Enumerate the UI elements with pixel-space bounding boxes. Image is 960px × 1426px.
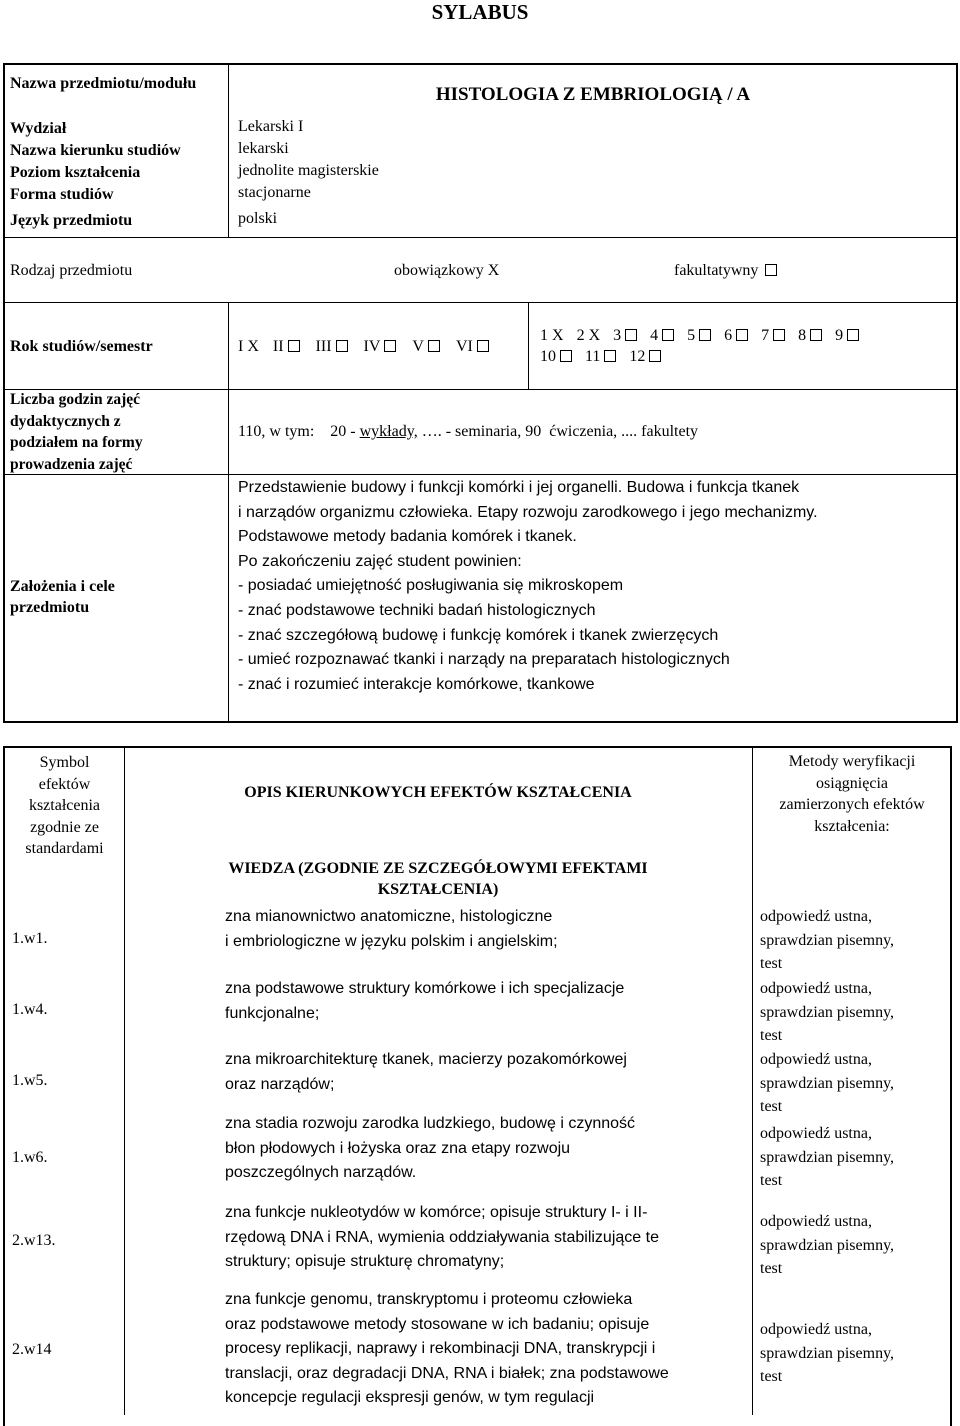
outcome-description-line: zna stadia rozwoju zarodka ludzkiego, budowę i czynność xyxy=(225,1115,636,1132)
outcome-method-line: odpowiedź ustna, xyxy=(760,1321,872,1338)
outcome-methods xyxy=(760,905,894,976)
checkbox-icon xyxy=(847,329,859,341)
outcome-description-line: zna funkcje nukleotydów w komórce; opisuje struktury I- i II- xyxy=(225,1204,648,1221)
checkbox-icon xyxy=(477,340,489,352)
semester-option-label: 4 xyxy=(650,327,659,344)
outcome-description-line: funkcjonalne; xyxy=(225,1004,320,1022)
info-row-value: jednolite magisterskie xyxy=(238,162,379,179)
outcome-description xyxy=(225,1112,635,1186)
outcome-method-line: odpowiedź ustna, xyxy=(760,1051,872,1068)
year-option xyxy=(316,338,348,355)
semester-option-label: 1 X xyxy=(540,327,564,344)
semester-option-label: 11 xyxy=(585,348,601,365)
hours-label xyxy=(10,389,143,475)
outcome-description xyxy=(225,1288,669,1411)
year-option-label: II xyxy=(272,338,284,355)
outcome-method-line: test xyxy=(760,1260,783,1277)
year-option-label: V xyxy=(412,338,424,355)
outcome-description-line: poszczególnych narządów. xyxy=(225,1164,417,1182)
checkbox-icon xyxy=(649,350,661,362)
methods-header-line: zamierzonych efektów xyxy=(779,796,925,813)
course-type-label: Rodzaj przedmiotu xyxy=(10,262,133,279)
info-row-label: Wydział xyxy=(10,120,67,137)
outcome-description-line: rzędową DNA i RNA, wymienia oddziaływania stabilizujące te xyxy=(225,1228,659,1246)
outcome-description xyxy=(225,1048,627,1097)
outcome-method-line: test xyxy=(760,1098,783,1115)
goals-line: i narządów organizmu człowieka. Etapy rozwoju zarodkowego i jego mechanizmy. xyxy=(238,503,818,521)
info-row-value: lekarski xyxy=(238,140,289,157)
methods-column-header xyxy=(752,751,952,837)
info-row-value: Lekarski I xyxy=(238,118,304,135)
outcome-description xyxy=(225,977,624,1026)
info-row-label: Nazwa kierunku studiów xyxy=(10,142,181,159)
semester-option xyxy=(724,327,748,344)
info-row-label: Forma studiów xyxy=(10,186,114,203)
outcome-methods xyxy=(760,1210,894,1281)
knowledge-section-heading xyxy=(124,858,752,900)
outcome-description xyxy=(225,905,558,954)
outcome-description-line: zna funkcje genomu, transkryptomu i proteomu człowieka xyxy=(225,1291,633,1308)
goals-text xyxy=(238,476,818,697)
outcome-description-line: zna podstawowe struktury komórkowe i ich specjalizacje xyxy=(225,980,625,997)
goals-line: Przedstawienie budowy i funkcji komórki i jej organelli. Budowa i funkcja tkanek xyxy=(238,479,800,496)
checkbox-icon xyxy=(662,329,674,341)
outcome-method-line: sprawdzian pisemny, xyxy=(760,1344,895,1362)
goals-line: Po zakończeniu zajęć student powinien: xyxy=(238,552,522,570)
checkbox-icon xyxy=(773,329,785,341)
goals-line: - umieć rozpoznawać tkanki i narządy na preparatach histologicznych xyxy=(238,651,730,669)
semester-option-label: 10 xyxy=(540,348,556,365)
semester-option-label: 7 xyxy=(761,327,770,344)
goals-line: - posiadać umiejętność posługiwania się mikroskopem xyxy=(238,577,624,595)
checkbox-icon xyxy=(428,340,440,352)
symbol-column-header xyxy=(5,752,124,860)
semester-option-label: 12 xyxy=(629,348,646,365)
semester-option xyxy=(798,327,822,344)
info-row-label: Poziom kształcenia xyxy=(10,164,141,181)
outcome-description-line: oraz podstawowe metody stosowane w ich badaniu; opisuje xyxy=(225,1315,650,1333)
year-option-label: I X xyxy=(238,338,259,355)
goals-line: Podstawowe metody badania komórek i tkanek. xyxy=(238,528,577,546)
symbol-header-line: Symbol xyxy=(39,754,90,771)
outcome-symbol: 2.w14 xyxy=(12,1341,52,1358)
semester-option-label: 3 xyxy=(613,327,622,344)
checkbox-icon xyxy=(625,329,637,341)
outcome-description-line: procesy replikacji, naprawy i rekombinacji DNA, transkrypcji i xyxy=(225,1340,656,1358)
symbol-header-line: zgodnie ze xyxy=(30,818,99,836)
goals-label xyxy=(10,576,115,618)
info-row-value: stacjonarne xyxy=(238,184,311,201)
semester-option xyxy=(650,327,674,344)
outcome-method-line: test xyxy=(760,1368,783,1385)
outcome-symbol: 1.w5. xyxy=(12,1072,48,1089)
section-heading-line: WIEDZA (ZGODNIE ZE SZCZEGÓŁOWYMI EFEKTAMI xyxy=(228,860,648,877)
outcome-description xyxy=(225,1201,659,1275)
outcome-methods xyxy=(760,977,894,1048)
outcome-method-line: sprawdzian pisemny, xyxy=(760,1003,895,1021)
outcome-method-line: test xyxy=(760,955,783,972)
semester-options-row1 xyxy=(540,325,872,347)
outcome-method-line: odpowiedź ustna, xyxy=(760,1125,872,1142)
checkbox-icon xyxy=(384,340,396,352)
course-type-mandatory: obowiązkowy X xyxy=(394,262,500,279)
year-label: Rok studiów/semestr xyxy=(10,338,153,355)
year-option-label: VI xyxy=(455,338,473,355)
checkbox-icon xyxy=(765,264,777,276)
semester-option xyxy=(613,327,637,344)
checkbox-icon xyxy=(604,350,616,362)
outcome-symbol: 1.w1. xyxy=(12,930,48,947)
checkbox-icon xyxy=(699,329,711,341)
checkbox-icon xyxy=(810,329,822,341)
semester-option xyxy=(585,348,616,365)
year-option xyxy=(273,338,300,355)
info-row-value: polski xyxy=(238,210,278,227)
outcome-methods xyxy=(760,1048,894,1119)
hours-value: 110, w tym: 20 - wykłady, …. - seminaria, 90 ćwiczenia, .... fakultety xyxy=(238,423,699,440)
hours-label-line: prowadzenia zajęć xyxy=(10,455,133,473)
outcome-description-line: oraz narządów; xyxy=(225,1075,335,1093)
course-name-value: HISTOLOGIA Z EMBRIOLOGIĄ / A xyxy=(435,84,751,105)
goals-line: - znać szczegółową budowę i funkcję komórek i tkanek zwierzęcych xyxy=(238,626,719,644)
goals-line: - znać i rozumieć interakcje komórkowe, tkankowe xyxy=(238,675,595,693)
outcome-description-line: zna mianownictwo anatomiczne, histologiczne xyxy=(225,908,553,925)
outcome-method-line: test xyxy=(760,1027,783,1044)
semester-option xyxy=(835,327,859,344)
year-option xyxy=(238,338,259,355)
semester-option xyxy=(540,348,572,365)
outcome-description-line: translacji, oraz degradacji DNA, RNA i białek; zna podstawowe xyxy=(225,1364,669,1382)
checkbox-icon xyxy=(560,350,572,362)
methods-header-line: Metody weryfikacji xyxy=(788,753,916,770)
semester-option-label: 6 xyxy=(724,327,733,344)
year-option-label: III xyxy=(315,338,332,355)
symbol-header-line: standardami xyxy=(25,840,104,857)
hours-label-line: Liczba godzin zajęć xyxy=(10,391,141,408)
info-row-label: Język przedmiotu xyxy=(10,212,133,229)
semester-option xyxy=(540,327,564,344)
hours-label-line: dydaktycznych z xyxy=(10,412,121,430)
outcome-method-line: sprawdzian pisemny, xyxy=(760,931,895,949)
outcome-description-line: koncepcje regulacji ekspresji genów, w tym regulacji xyxy=(225,1389,595,1407)
semester-options-row2 xyxy=(540,346,674,368)
outcome-symbol: 1.w4. xyxy=(12,1001,48,1018)
symbol-header-line: efektów xyxy=(38,775,91,793)
year-option-label: IV xyxy=(363,338,381,355)
outcome-method-line: odpowiedź ustna, xyxy=(760,980,872,997)
semester-option-label: 2 X xyxy=(576,327,601,344)
course-type-optional: fakultatywny xyxy=(674,260,777,282)
semester-option xyxy=(687,327,711,344)
outcome-method-line: sprawdzian pisemny, xyxy=(760,1074,895,1092)
goals-line: - znać podstawowe techniki badań histologicznych xyxy=(238,601,596,619)
semester-option-label: 8 xyxy=(798,327,807,344)
outcome-description-line: zna mikroarchitekturę tkanek, macierzy pozakomórkowej xyxy=(225,1051,627,1068)
goals-label-line: Założenia i cele xyxy=(10,578,115,595)
semester-option xyxy=(629,348,661,365)
page-title: SYLABUS xyxy=(431,0,529,24)
methods-header-line: osiągnięcia xyxy=(816,774,888,792)
year-option xyxy=(364,338,397,355)
outcome-method-line: test xyxy=(760,1172,783,1189)
year-options xyxy=(238,336,505,358)
description-column-header: OPIS KIERUNKOWYCH EFEKTÓW KSZTAŁCENIA xyxy=(244,784,632,801)
outcome-method-line: odpowiedź ustna, xyxy=(760,1213,872,1230)
methods-header-line: kształcenia: xyxy=(814,817,890,835)
outcome-description-line: i embriologiczne w języku polskim i angielskim; xyxy=(225,932,558,950)
checkbox-icon xyxy=(736,329,748,341)
outcome-symbol: 2.w13. xyxy=(12,1232,56,1249)
section-heading-line: KSZTAŁCENIA) xyxy=(377,881,499,898)
semester-option xyxy=(761,327,785,344)
outcome-methods xyxy=(760,1318,894,1389)
outcome-method-line: odpowiedź ustna, xyxy=(760,908,872,925)
checkbox-icon xyxy=(288,340,300,352)
checkbox-icon xyxy=(336,340,348,352)
symbol-header-line: kształcenia xyxy=(28,797,101,814)
year-option xyxy=(456,338,489,355)
goals-label-line: przedmiotu xyxy=(10,599,90,616)
outcome-methods xyxy=(760,1122,894,1193)
year-option xyxy=(412,338,440,355)
outcome-method-line: sprawdzian pisemny, xyxy=(760,1236,895,1254)
semester-option-label: 5 xyxy=(687,327,696,344)
outcome-symbol: 1.w6. xyxy=(12,1149,48,1166)
semester-option-label: 9 xyxy=(835,327,844,344)
outcome-description-line: błon płodowych i łożyska oraz zna etapy rozwoju xyxy=(225,1139,571,1157)
outcome-method-line: sprawdzian pisemny, xyxy=(760,1148,895,1166)
semester-option xyxy=(577,327,601,344)
hours-label-line: podziałem na formy xyxy=(10,434,143,451)
outcome-description-line: struktury; opisuje strukturę chromatyny; xyxy=(225,1253,505,1271)
course-name-label: Nazwa przedmiotu/modułu xyxy=(10,75,197,92)
